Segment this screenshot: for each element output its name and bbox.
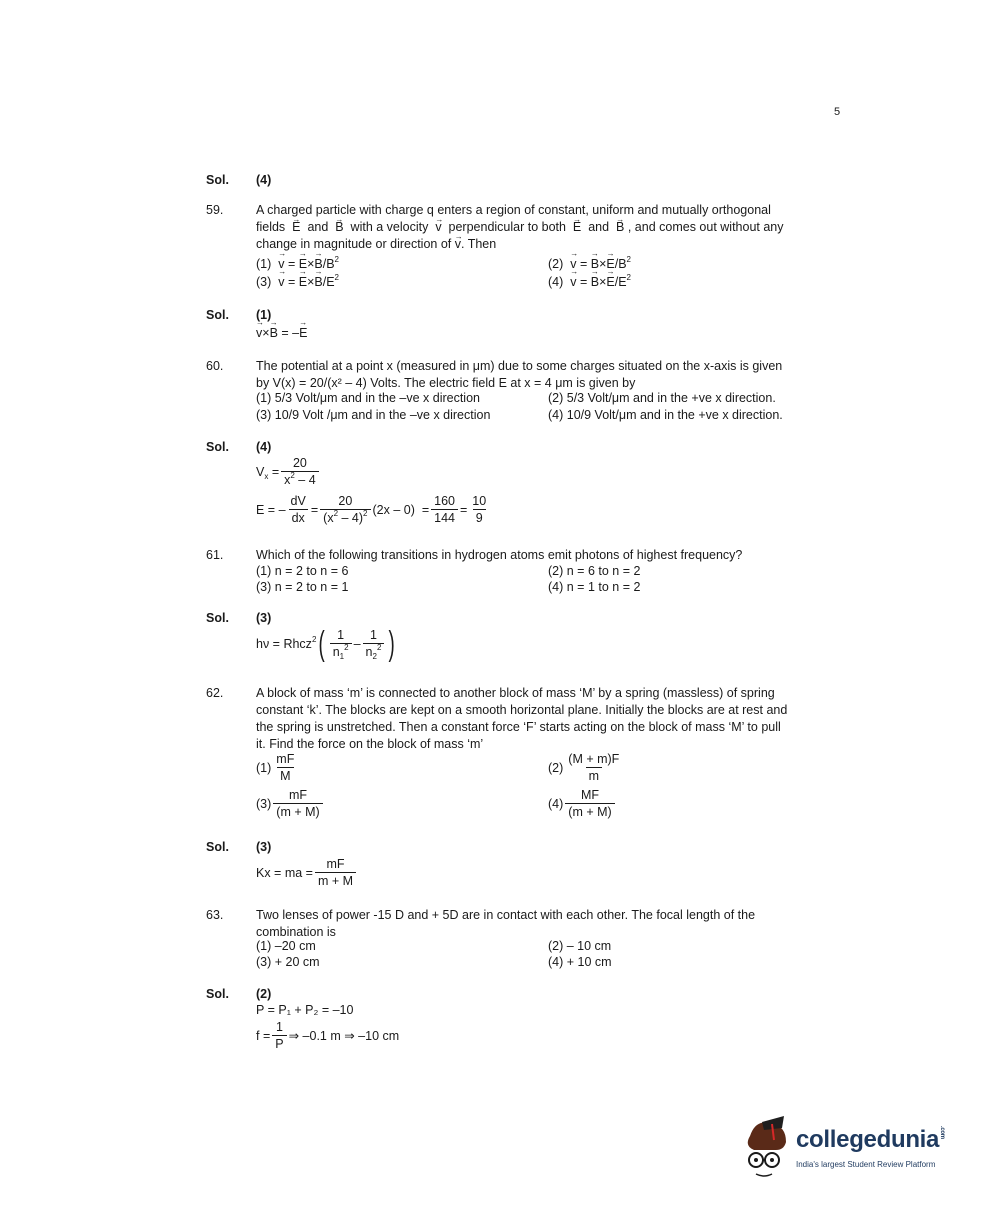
sol-answer: (1) (256, 308, 272, 322)
question-text (256, 907, 844, 941)
option-3: (3) + 20 cm (256, 955, 320, 969)
text: ⇒ –0.1 m ⇒ –10 cm (288, 1029, 400, 1043)
question-number: 60. (206, 359, 224, 373)
question-text (256, 358, 844, 392)
text: perpendicular to both (448, 220, 566, 234)
brand-text: collegedunia (796, 1126, 940, 1153)
option-3: (3) n = 2 to n = 1 (256, 580, 349, 594)
question-text (256, 685, 844, 753)
option-label: (1) (256, 760, 272, 775)
symbol-b: → B (335, 219, 343, 236)
question-line: constant ‘k’. The blocks are kept on a smooth horizontal plane. Initially the blocks are at rest and (256, 703, 788, 717)
option-label: (4) (548, 796, 564, 811)
question-number: 63. (206, 908, 224, 922)
sol-answer: (3) (256, 840, 272, 854)
question-number: 61. (206, 548, 224, 562)
option-label: (2) (548, 257, 564, 271)
text: fields (256, 220, 286, 234)
question-line: by V(x) = 20/(x² – 4) Volts. The electric field E at x = 4 μm is given by (256, 376, 636, 390)
sol-answer: (3) (256, 611, 272, 625)
option-3: (3) → v = → $E\times\to B/E^2$ (256, 275, 339, 289)
option-2: (2) $\frac{(M + m)F}{m}$ (548, 752, 620, 783)
question-line: combination is (256, 925, 336, 939)
question-number: 59. (206, 203, 224, 217)
sol-answer: (4) (256, 173, 272, 187)
sol-label: Sol. (206, 308, 229, 322)
option-4: (4) → v = → $B\times\to E/E^2$ (548, 275, 631, 289)
option-3: (3) 10/9 Volt /μm and in the –ve x direction (256, 408, 491, 422)
option-1: (1) n = 2 to n = 6 (256, 564, 349, 578)
option-label: (4) (548, 275, 564, 289)
sol-label: Sol. (206, 987, 229, 1001)
option-2: (2) → v = → $B\times\to E/B^2$ (548, 257, 631, 271)
sol-label: Sol. (206, 173, 229, 187)
option-2: (2) – 10 cm (548, 939, 612, 953)
sol-label: Sol. (206, 611, 229, 625)
mascot-icon (736, 1116, 794, 1186)
sol-equation: hν = Rhcz$^2$ ( $\frac{1}{n_1^2}$ – $\frac{1}{n_2^2}$ ) (256, 624, 396, 663)
option-2: (2) 5/3 Volt/μm and in the +ve x direction. (548, 391, 776, 405)
text: and (307, 220, 329, 234)
collegedunia-logo (736, 1116, 958, 1186)
option-4: (4) n = 1 to n = 2 (548, 580, 641, 594)
sol-answer: (4) (256, 440, 272, 454)
question-line: Two lenses of power -15 D and + 5D are in contact with each other. The focal length of the (256, 908, 756, 922)
option-label: (3) (256, 796, 272, 811)
text: , and comes out without any (627, 220, 784, 234)
question-line: the spring is unstretched. Then a constant force ‘F’ starts acting on the block of mass ‘M’ to pull (256, 720, 781, 734)
option-1: (1) $\frac{mF}{M}$ (256, 752, 295, 783)
question-line: The potential at a point x (measured in μm) due to some charges situated on the x-axis is given (256, 359, 783, 373)
symbol-v: → v (435, 219, 441, 236)
option-label: (2) (548, 760, 564, 775)
symbol-e: → E (573, 219, 581, 236)
symbol-v: → v (455, 236, 461, 253)
sol-equation: f = $\frac{1}{P}$ ⇒ –0.1 m ⇒ –10 cm (256, 1020, 400, 1051)
option-1: (1) –20 cm (256, 939, 316, 953)
symbol-e: → E (292, 219, 300, 236)
question-line: it. Find the force on the block of mass ‘m’ (256, 737, 484, 751)
sol-answer: (2) (256, 987, 272, 1001)
brand-tagline: India's largest Student Review Platform (796, 1160, 936, 1169)
sol-equation: P = P₁ + P₂ = –10 (256, 1003, 354, 1017)
sol-label: Sol. (206, 440, 229, 454)
text: and (588, 220, 610, 234)
brand-domain: .com (939, 1126, 946, 1139)
question-number: 62. (206, 686, 224, 700)
sol-label: Sol. (206, 840, 229, 854)
question-line (256, 236, 844, 253)
question-line: A charged particle with charge q enters a region of constant, uniform and mutually orthogonal (256, 203, 771, 217)
sol-equation: Kx = ma = $\frac{mF}{m + M}$ (256, 857, 358, 888)
option-4: (4) $\frac{MF}{(m + M)}$ (548, 788, 617, 819)
option-2: (2) n = 6 to n = 2 (548, 564, 641, 578)
symbol-b: → B (616, 219, 624, 236)
brand-name (796, 1126, 945, 1154)
option-4: (4) 10/9 Volt/μm and in the +ve x direction. (548, 408, 783, 422)
option-3: (3) $\frac{mF}{(m + M)}$ (256, 788, 325, 819)
sol-equation: → v×→ B = –→ E (256, 326, 307, 340)
question-line: A block of mass ‘m’ is connected to another block of mass ‘M’ by a spring (massless) of spring (256, 686, 775, 700)
text: with a velocity (350, 220, 429, 234)
question-text (256, 202, 844, 253)
question-text: Which of the following transitions in hydrogen atoms emit photons of highest frequency? (256, 548, 743, 562)
option-label: (3) (256, 275, 272, 289)
option-1: (1) → v = → $E\times\to B/B^2$ (256, 257, 339, 271)
page-number: 5 (834, 106, 841, 118)
sol-equation-e: E = – $\frac{dV}{dx}$ = $\frac{20}{(x^2 - 4)^2}$ (2x – 0) = $\frac{160}{144}$ = $\frac{10}{9}$ (256, 494, 487, 525)
question-line (256, 219, 844, 236)
text: change in magnitude or direction of (256, 237, 452, 251)
option-1: (1) 5/3 Volt/μm and in the –ve x direction (256, 391, 480, 405)
option-4: (4) + 10 cm (548, 955, 612, 969)
option-label: (1) (256, 257, 272, 271)
sol-equation-vx: $V_x$ = $\frac{20}{x^2 - 4}$ (256, 456, 321, 487)
text: . Then (461, 237, 497, 251)
